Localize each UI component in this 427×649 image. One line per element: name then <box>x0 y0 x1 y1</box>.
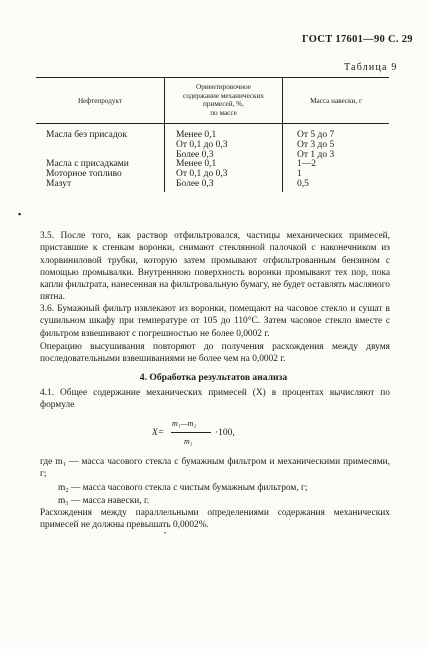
cell-content: От 0,1 до 0,3 <box>176 140 228 150</box>
scan-mark: ▪ <box>18 209 22 219</box>
formula-lhs: X= <box>152 428 165 438</box>
where-m1: где m₁ — масса часового стекла с бумажным фильтром и механическими примесями, г; <box>40 457 390 480</box>
cell-mass: От 3 до 5 <box>297 140 335 150</box>
formula-numerator: m₁—m₂ <box>172 419 197 428</box>
paragraph-4-1: 4.1. Общее содержание механических примесей (X) в процентах вычисляют по формуле <box>40 388 390 411</box>
table-header-product: Нефтепродукт <box>77 97 123 105</box>
header-content-line: по массе <box>210 108 237 117</box>
table-header-rule <box>36 123 389 124</box>
cell-product: Моторное топливо <box>46 169 122 179</box>
table-col-divider-2 <box>282 77 283 192</box>
cell-mass: От 5 до 7 <box>297 130 335 140</box>
section-title: 4. Обработка результатов анализа <box>139 372 288 383</box>
cell-content: От 0,1 до 0,3 <box>176 169 228 179</box>
table-header-mass: Масса навески, г <box>310 97 362 105</box>
where-m2: m₂ — масса часового стекла с чистым бумажным фильтром, г; <box>58 483 308 493</box>
formula <box>152 416 292 452</box>
paragraph-3-6: 3.6. Бумажный фильтр извлекают из воронки, помещают на часовое стекло и сушат в сушильном шкафу при температуре от 105 до 110°С. Затем часовое стекло вместе с фильтром взвешивают с погрешностью не более 0,0002 г. <box>40 304 390 339</box>
table-header-content <box>165 83 282 117</box>
formula-denominator: m₃ <box>184 437 193 446</box>
paragraph-3-5: 3.5. После того, как раствор отфильтровался, частицы механических примесей, приставшие к стенкам воронки, снимают стеклянной палочкой с наконечником из хлорвиниловой трубки, которую затем промывают отфильтрованным бензином с помощью промывалки. Внутреннюю поверхность воронки промывают тех пор, пока капли фильтрата, нанесенная на фильтровальную бумагу, не будет оставлять масляного пятна. <box>40 231 390 303</box>
table-top-rule <box>36 77 389 78</box>
formula-tail: ·100, <box>215 428 235 438</box>
formula-fraction-bar <box>171 432 211 433</box>
page-header-standard: ГОСТ 17601—90 С. 29 <box>302 34 413 45</box>
header-content-line: Ориентировочное <box>196 83 251 91</box>
cell-mass: 1—2 <box>297 159 316 169</box>
cell-mass: От 1 до 3 <box>297 150 335 160</box>
cell-product: Масла с присадками <box>46 159 129 169</box>
paragraph-final: Расхождения между параллельными определениями содержания механических примесей не должны превышать 0,0002%. <box>40 508 390 531</box>
header-content-line: содержание механических <box>183 91 264 100</box>
cell-mass: 1 <box>297 169 302 179</box>
cell-content: Более 0,3 <box>176 150 214 160</box>
cell-content: Менее 0,1 <box>176 159 217 169</box>
cell-content: Менее 0,1 <box>176 130 217 140</box>
cell-product: Мазут <box>46 179 72 189</box>
cell-content: Более 0,3 <box>176 179 214 189</box>
table-caption: Таблица 9 <box>344 62 398 73</box>
scan-mark: • <box>164 531 167 537</box>
cell-product: Масла без присадок <box>46 130 128 140</box>
header-content-line: примесей, %, <box>203 100 244 108</box>
where-m3: m₃ — масса навески, г. <box>58 496 150 506</box>
cell-mass: 0,5 <box>297 179 309 189</box>
paragraph-repeat: Операцию высушивания повторяют до получения расхождения между двумя последовательными взвешиваниями не более чем на 0,0002 г. <box>40 342 390 365</box>
